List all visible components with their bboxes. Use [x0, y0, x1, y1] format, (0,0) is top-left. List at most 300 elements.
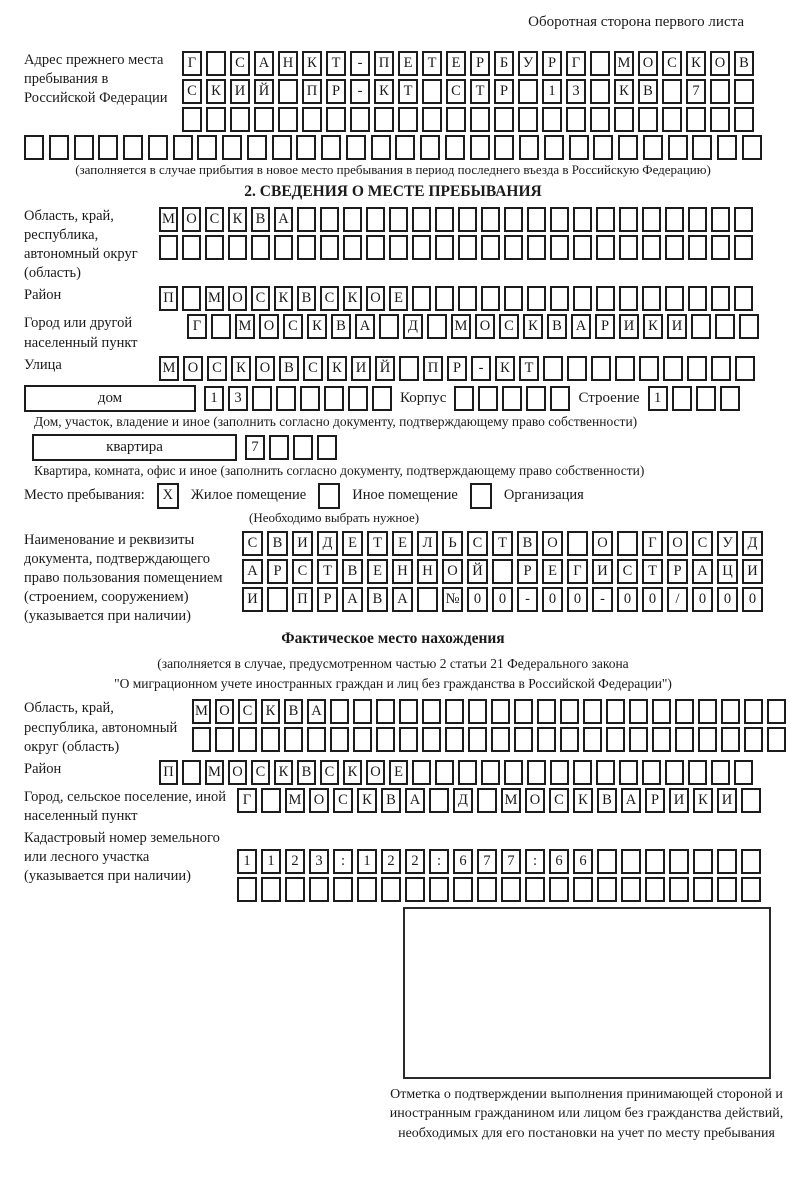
form-cell[interactable] — [123, 135, 143, 160]
form-cell[interactable]: Н — [392, 559, 413, 584]
form-cell[interactable]: Т — [519, 356, 539, 381]
form-cell[interactable] — [767, 727, 786, 752]
house-type-box[interactable]: дом — [24, 385, 196, 412]
form-cell[interactable] — [537, 699, 556, 724]
form-cell[interactable]: : — [333, 849, 353, 874]
form-cell[interactable] — [619, 207, 638, 232]
form-cell[interactable] — [518, 79, 538, 104]
form-cell[interactable] — [665, 760, 684, 785]
form-cell[interactable]: В — [284, 699, 303, 724]
form-cell[interactable] — [435, 760, 454, 785]
form-cell[interactable]: В — [342, 559, 363, 584]
form-cell[interactable]: Й — [375, 356, 395, 381]
form-cell[interactable]: 7 — [501, 849, 521, 874]
form-cell[interactable]: М — [205, 286, 224, 311]
form-cell[interactable]: 0 — [642, 587, 663, 612]
form-cell[interactable]: Н — [278, 51, 298, 76]
form-cell[interactable] — [698, 699, 717, 724]
form-cell[interactable] — [353, 727, 372, 752]
form-cell[interactable]: Р — [667, 559, 688, 584]
form-cell[interactable]: В — [597, 788, 617, 813]
form-cell[interactable]: 0 — [492, 587, 513, 612]
form-cell[interactable] — [366, 235, 385, 260]
form-cell[interactable] — [717, 877, 737, 902]
form-cell[interactable]: Е — [392, 531, 413, 556]
form-cell[interactable] — [734, 286, 753, 311]
form-cell[interactable]: В — [297, 286, 316, 311]
form-cell[interactable] — [468, 699, 487, 724]
form-cell[interactable] — [481, 760, 500, 785]
form-cell[interactable]: С — [251, 760, 270, 785]
form-cell[interactable]: М — [205, 760, 224, 785]
form-cell[interactable]: 0 — [742, 587, 763, 612]
form-cell[interactable]: А — [254, 51, 274, 76]
form-cell[interactable]: О — [259, 314, 279, 339]
form-cell[interactable]: 7 — [686, 79, 706, 104]
form-cell[interactable]: Е — [389, 286, 408, 311]
form-cell[interactable] — [230, 107, 250, 132]
form-cell[interactable] — [481, 235, 500, 260]
form-cell[interactable] — [573, 286, 592, 311]
form-cell[interactable] — [590, 51, 610, 76]
form-cell[interactable] — [412, 235, 431, 260]
form-cell[interactable] — [621, 877, 641, 902]
form-cell[interactable] — [514, 727, 533, 752]
form-cell[interactable]: С — [692, 531, 713, 556]
form-cell[interactable] — [665, 207, 684, 232]
form-cell[interactable] — [668, 135, 688, 160]
form-cell[interactable] — [261, 877, 281, 902]
form-cell[interactable] — [445, 699, 464, 724]
form-cell[interactable] — [237, 877, 257, 902]
form-cell[interactable] — [399, 699, 418, 724]
form-cell[interactable] — [596, 207, 615, 232]
form-cell[interactable] — [278, 107, 298, 132]
form-cell[interactable]: С — [617, 559, 638, 584]
form-cell[interactable] — [254, 107, 274, 132]
form-cell[interactable]: Н — [417, 559, 438, 584]
form-cell[interactable] — [261, 788, 281, 813]
form-cell[interactable]: И — [717, 788, 737, 813]
form-cell[interactable] — [389, 235, 408, 260]
form-cell[interactable] — [504, 760, 523, 785]
form-cell[interactable] — [741, 877, 761, 902]
form-cell[interactable] — [629, 727, 648, 752]
form-cell[interactable]: : — [525, 849, 545, 874]
form-cell[interactable] — [742, 135, 762, 160]
form-cell[interactable] — [445, 727, 464, 752]
form-cell[interactable]: К — [274, 286, 293, 311]
form-cell[interactable]: К — [643, 314, 663, 339]
form-cell[interactable] — [445, 135, 465, 160]
form-cell[interactable]: Е — [342, 531, 363, 556]
form-cell[interactable]: П — [159, 286, 178, 311]
form-cell[interactable]: Й — [254, 79, 274, 104]
form-cell[interactable]: М — [501, 788, 521, 813]
form-cell[interactable] — [652, 699, 671, 724]
form-cell[interactable] — [639, 356, 659, 381]
form-cell[interactable] — [215, 727, 234, 752]
form-cell[interactable]: К — [206, 79, 226, 104]
form-cell[interactable]: Д — [742, 531, 763, 556]
form-cell[interactable] — [693, 849, 713, 874]
form-cell[interactable]: Г — [566, 51, 586, 76]
form-cell[interactable] — [399, 356, 419, 381]
form-cell[interactable] — [569, 135, 589, 160]
form-cell[interactable] — [374, 107, 394, 132]
form-cell[interactable] — [422, 107, 442, 132]
form-cell[interactable] — [590, 107, 610, 132]
form-cell[interactable]: К — [523, 314, 543, 339]
form-cell[interactable]: 3 — [309, 849, 329, 874]
form-cell[interactable] — [477, 788, 497, 813]
form-cell[interactable]: О — [255, 356, 275, 381]
form-cell[interactable] — [597, 849, 617, 874]
form-cell[interactable] — [542, 107, 562, 132]
form-cell[interactable] — [458, 235, 477, 260]
form-cell[interactable] — [688, 235, 707, 260]
form-cell[interactable]: 0 — [467, 587, 488, 612]
form-cell[interactable] — [621, 849, 641, 874]
form-cell[interactable] — [412, 760, 431, 785]
form-cell[interactable]: К — [231, 356, 251, 381]
form-cell[interactable]: С — [303, 356, 323, 381]
form-cell[interactable] — [527, 286, 546, 311]
form-cell[interactable]: М — [614, 51, 634, 76]
form-cell[interactable] — [691, 314, 711, 339]
form-cell[interactable] — [454, 386, 474, 411]
form-cell[interactable] — [330, 727, 349, 752]
form-cell[interactable] — [698, 727, 717, 752]
form-cell[interactable] — [527, 760, 546, 785]
form-cell[interactable] — [98, 135, 118, 160]
form-cell[interactable] — [597, 877, 617, 902]
form-cell[interactable]: А — [692, 559, 713, 584]
form-cell[interactable] — [550, 760, 569, 785]
form-cell[interactable]: 3 — [228, 386, 248, 411]
form-cell[interactable]: К — [327, 356, 347, 381]
form-cell[interactable] — [596, 286, 615, 311]
form-cell[interactable]: В — [297, 760, 316, 785]
form-cell[interactable] — [717, 849, 737, 874]
form-cell[interactable]: С — [205, 207, 224, 232]
form-cell[interactable] — [376, 699, 395, 724]
form-cell[interactable]: 1 — [204, 386, 224, 411]
form-cell[interactable] — [372, 386, 392, 411]
form-cell[interactable] — [395, 135, 415, 160]
form-cell[interactable] — [583, 699, 602, 724]
form-cell[interactable]: 0 — [617, 587, 638, 612]
form-cell[interactable] — [687, 356, 707, 381]
form-cell[interactable]: : — [429, 849, 449, 874]
form-cell[interactable]: К — [614, 79, 634, 104]
form-cell[interactable]: С — [320, 286, 339, 311]
form-cell[interactable] — [491, 699, 510, 724]
form-cell[interactable]: Ц — [717, 559, 738, 584]
form-cell[interactable] — [573, 207, 592, 232]
form-cell[interactable] — [710, 79, 730, 104]
form-cell[interactable] — [652, 727, 671, 752]
form-cell[interactable] — [619, 760, 638, 785]
form-cell[interactable] — [711, 760, 730, 785]
form-cell[interactable] — [527, 235, 546, 260]
form-cell[interactable]: И — [292, 531, 313, 556]
form-cell[interactable]: О — [215, 699, 234, 724]
form-cell[interactable]: И — [619, 314, 639, 339]
form-cell[interactable] — [590, 79, 610, 104]
form-cell[interactable]: Л — [417, 531, 438, 556]
form-cell[interactable] — [734, 235, 753, 260]
form-cell[interactable]: О — [183, 356, 203, 381]
form-cell[interactable] — [550, 286, 569, 311]
form-cell[interactable]: О — [182, 207, 201, 232]
form-cell[interactable]: В — [367, 587, 388, 612]
form-cell[interactable] — [477, 877, 497, 902]
confirmation-stamp-box[interactable] — [403, 907, 771, 1079]
form-cell[interactable] — [297, 235, 316, 260]
form-cell[interactable]: С — [207, 356, 227, 381]
form-cell[interactable] — [278, 79, 298, 104]
form-cell[interactable]: Т — [492, 531, 513, 556]
form-cell[interactable] — [645, 849, 665, 874]
form-cell[interactable]: Р — [470, 51, 490, 76]
form-cell[interactable] — [567, 531, 588, 556]
form-cell[interactable] — [324, 386, 344, 411]
form-cell[interactable] — [398, 107, 418, 132]
form-cell[interactable] — [318, 483, 340, 509]
form-cell[interactable] — [348, 386, 368, 411]
form-cell[interactable] — [544, 135, 564, 160]
form-cell[interactable] — [550, 207, 569, 232]
form-cell[interactable]: С — [446, 79, 466, 104]
form-cell[interactable]: С — [292, 559, 313, 584]
form-cell[interactable] — [504, 286, 523, 311]
form-cell[interactable] — [560, 699, 579, 724]
form-cell[interactable] — [148, 135, 168, 160]
form-cell[interactable] — [672, 386, 692, 411]
form-cell[interactable] — [721, 699, 740, 724]
form-cell[interactable]: М — [192, 699, 211, 724]
form-cell[interactable] — [222, 135, 242, 160]
form-cell[interactable]: - — [517, 587, 538, 612]
form-cell[interactable]: Ь — [442, 531, 463, 556]
form-cell[interactable]: А — [571, 314, 591, 339]
form-cell[interactable] — [376, 727, 395, 752]
form-cell[interactable]: М — [451, 314, 471, 339]
form-cell[interactable]: С — [662, 51, 682, 76]
form-cell[interactable] — [735, 356, 755, 381]
form-cell[interactable]: Е — [367, 559, 388, 584]
form-cell[interactable] — [269, 435, 289, 460]
form-cell[interactable] — [560, 727, 579, 752]
form-cell[interactable] — [688, 286, 707, 311]
form-cell[interactable] — [192, 727, 211, 752]
form-cell[interactable]: О — [667, 531, 688, 556]
form-cell[interactable]: 6 — [453, 849, 473, 874]
form-cell[interactable]: Р — [494, 79, 514, 104]
form-cell[interactable] — [300, 386, 320, 411]
form-cell[interactable]: В — [517, 531, 538, 556]
form-cell[interactable] — [491, 727, 510, 752]
form-cell[interactable] — [435, 235, 454, 260]
form-cell[interactable] — [692, 135, 712, 160]
form-cell[interactable]: К — [573, 788, 593, 813]
form-cell[interactable]: 7 — [245, 435, 265, 460]
form-cell[interactable]: С — [182, 79, 202, 104]
form-cell[interactable]: Г — [187, 314, 207, 339]
apartment-type-box[interactable]: квартира — [32, 434, 237, 461]
form-cell[interactable] — [326, 107, 346, 132]
form-cell[interactable] — [642, 235, 661, 260]
form-cell[interactable]: К — [228, 207, 247, 232]
form-cell[interactable] — [734, 79, 754, 104]
form-cell[interactable] — [272, 135, 292, 160]
form-cell[interactable]: О — [442, 559, 463, 584]
form-cell[interactable] — [366, 207, 385, 232]
form-cell[interactable]: В — [331, 314, 351, 339]
form-cell[interactable] — [478, 386, 498, 411]
form-cell[interactable]: С — [242, 531, 263, 556]
form-cell[interactable] — [518, 107, 538, 132]
form-cell[interactable] — [741, 788, 761, 813]
form-cell[interactable] — [422, 699, 441, 724]
form-cell[interactable] — [284, 727, 303, 752]
form-cell[interactable] — [711, 207, 730, 232]
form-cell[interactable] — [435, 207, 454, 232]
form-cell[interactable] — [591, 356, 611, 381]
form-cell[interactable]: 6 — [573, 849, 593, 874]
form-cell[interactable]: Р — [542, 51, 562, 76]
form-cell[interactable] — [470, 483, 492, 509]
form-cell[interactable] — [675, 727, 694, 752]
form-cell[interactable] — [296, 135, 316, 160]
form-cell[interactable]: К — [302, 51, 322, 76]
form-cell[interactable]: А — [355, 314, 375, 339]
form-cell[interactable] — [614, 107, 634, 132]
form-cell[interactable] — [662, 79, 682, 104]
form-cell[interactable] — [159, 235, 178, 260]
form-cell[interactable] — [526, 386, 546, 411]
form-cell[interactable] — [606, 727, 625, 752]
form-cell[interactable]: К — [495, 356, 515, 381]
form-cell[interactable]: 6 — [549, 849, 569, 874]
form-cell[interactable] — [675, 699, 694, 724]
form-cell[interactable]: 1 — [261, 849, 281, 874]
form-cell[interactable] — [429, 788, 449, 813]
form-cell[interactable] — [182, 107, 202, 132]
form-cell[interactable] — [744, 727, 763, 752]
form-cell[interactable] — [596, 760, 615, 785]
form-cell[interactable]: 1 — [542, 79, 562, 104]
form-cell[interactable] — [502, 386, 522, 411]
form-cell[interactable] — [629, 699, 648, 724]
form-cell[interactable]: 3 — [566, 79, 586, 104]
form-cell[interactable] — [688, 207, 707, 232]
form-cell[interactable] — [693, 877, 713, 902]
form-cell[interactable]: К — [686, 51, 706, 76]
form-cell[interactable] — [663, 356, 683, 381]
form-cell[interactable]: К — [343, 286, 362, 311]
form-cell[interactable] — [606, 699, 625, 724]
form-cell[interactable]: № — [442, 587, 463, 612]
form-cell[interactable] — [427, 314, 447, 339]
form-cell[interactable]: / — [667, 587, 688, 612]
form-cell[interactable]: Е — [542, 559, 563, 584]
form-cell[interactable]: Д — [453, 788, 473, 813]
form-cell[interactable] — [583, 727, 602, 752]
form-cell[interactable] — [330, 699, 349, 724]
form-cell[interactable]: Р — [645, 788, 665, 813]
form-cell[interactable] — [381, 877, 401, 902]
form-cell[interactable]: - — [350, 51, 370, 76]
form-cell[interactable] — [211, 314, 231, 339]
form-cell[interactable] — [645, 877, 665, 902]
form-cell[interactable] — [320, 207, 339, 232]
form-cell[interactable]: Р — [317, 587, 338, 612]
form-cell[interactable] — [261, 727, 280, 752]
form-cell[interactable]: С — [238, 699, 257, 724]
form-cell[interactable]: И — [351, 356, 371, 381]
form-cell[interactable]: Т — [422, 51, 442, 76]
form-cell[interactable]: Г — [182, 51, 202, 76]
form-cell[interactable] — [182, 235, 201, 260]
form-cell[interactable] — [173, 135, 193, 160]
form-cell[interactable]: А — [274, 207, 293, 232]
form-cell[interactable] — [420, 135, 440, 160]
form-cell[interactable] — [417, 587, 438, 612]
form-cell[interactable] — [494, 107, 514, 132]
form-cell[interactable]: Т — [326, 51, 346, 76]
form-cell[interactable]: Р — [326, 79, 346, 104]
form-cell[interactable] — [276, 386, 296, 411]
form-cell[interactable]: С — [251, 286, 270, 311]
form-cell[interactable] — [619, 286, 638, 311]
form-cell[interactable]: Т — [398, 79, 418, 104]
form-cell[interactable] — [717, 135, 737, 160]
form-cell[interactable] — [481, 286, 500, 311]
form-cell[interactable]: К — [261, 699, 280, 724]
form-cell[interactable]: Р — [517, 559, 538, 584]
form-cell[interactable]: У — [518, 51, 538, 76]
form-cell[interactable]: К — [374, 79, 394, 104]
form-cell[interactable] — [642, 760, 661, 785]
form-cell[interactable] — [317, 435, 337, 460]
form-cell[interactable]: И — [667, 314, 687, 339]
form-cell[interactable]: С — [230, 51, 250, 76]
form-cell[interactable] — [543, 356, 563, 381]
form-cell[interactable] — [494, 135, 514, 160]
form-cell[interactable] — [357, 877, 377, 902]
form-cell[interactable] — [615, 356, 635, 381]
form-cell[interactable]: С — [549, 788, 569, 813]
form-cell[interactable] — [665, 235, 684, 260]
form-cell[interactable]: О — [638, 51, 658, 76]
form-cell[interactable]: М — [235, 314, 255, 339]
form-cell[interactable] — [711, 356, 731, 381]
form-cell[interactable] — [721, 727, 740, 752]
form-cell[interactable]: П — [423, 356, 443, 381]
form-cell[interactable] — [238, 727, 257, 752]
form-cell[interactable]: Г — [237, 788, 257, 813]
form-cell[interactable] — [182, 286, 201, 311]
form-cell[interactable] — [350, 107, 370, 132]
form-cell[interactable] — [537, 727, 556, 752]
form-cell[interactable]: Т — [317, 559, 338, 584]
form-cell[interactable] — [346, 135, 366, 160]
form-cell[interactable] — [767, 699, 786, 724]
form-cell[interactable]: Д — [317, 531, 338, 556]
form-cell[interactable] — [514, 699, 533, 724]
